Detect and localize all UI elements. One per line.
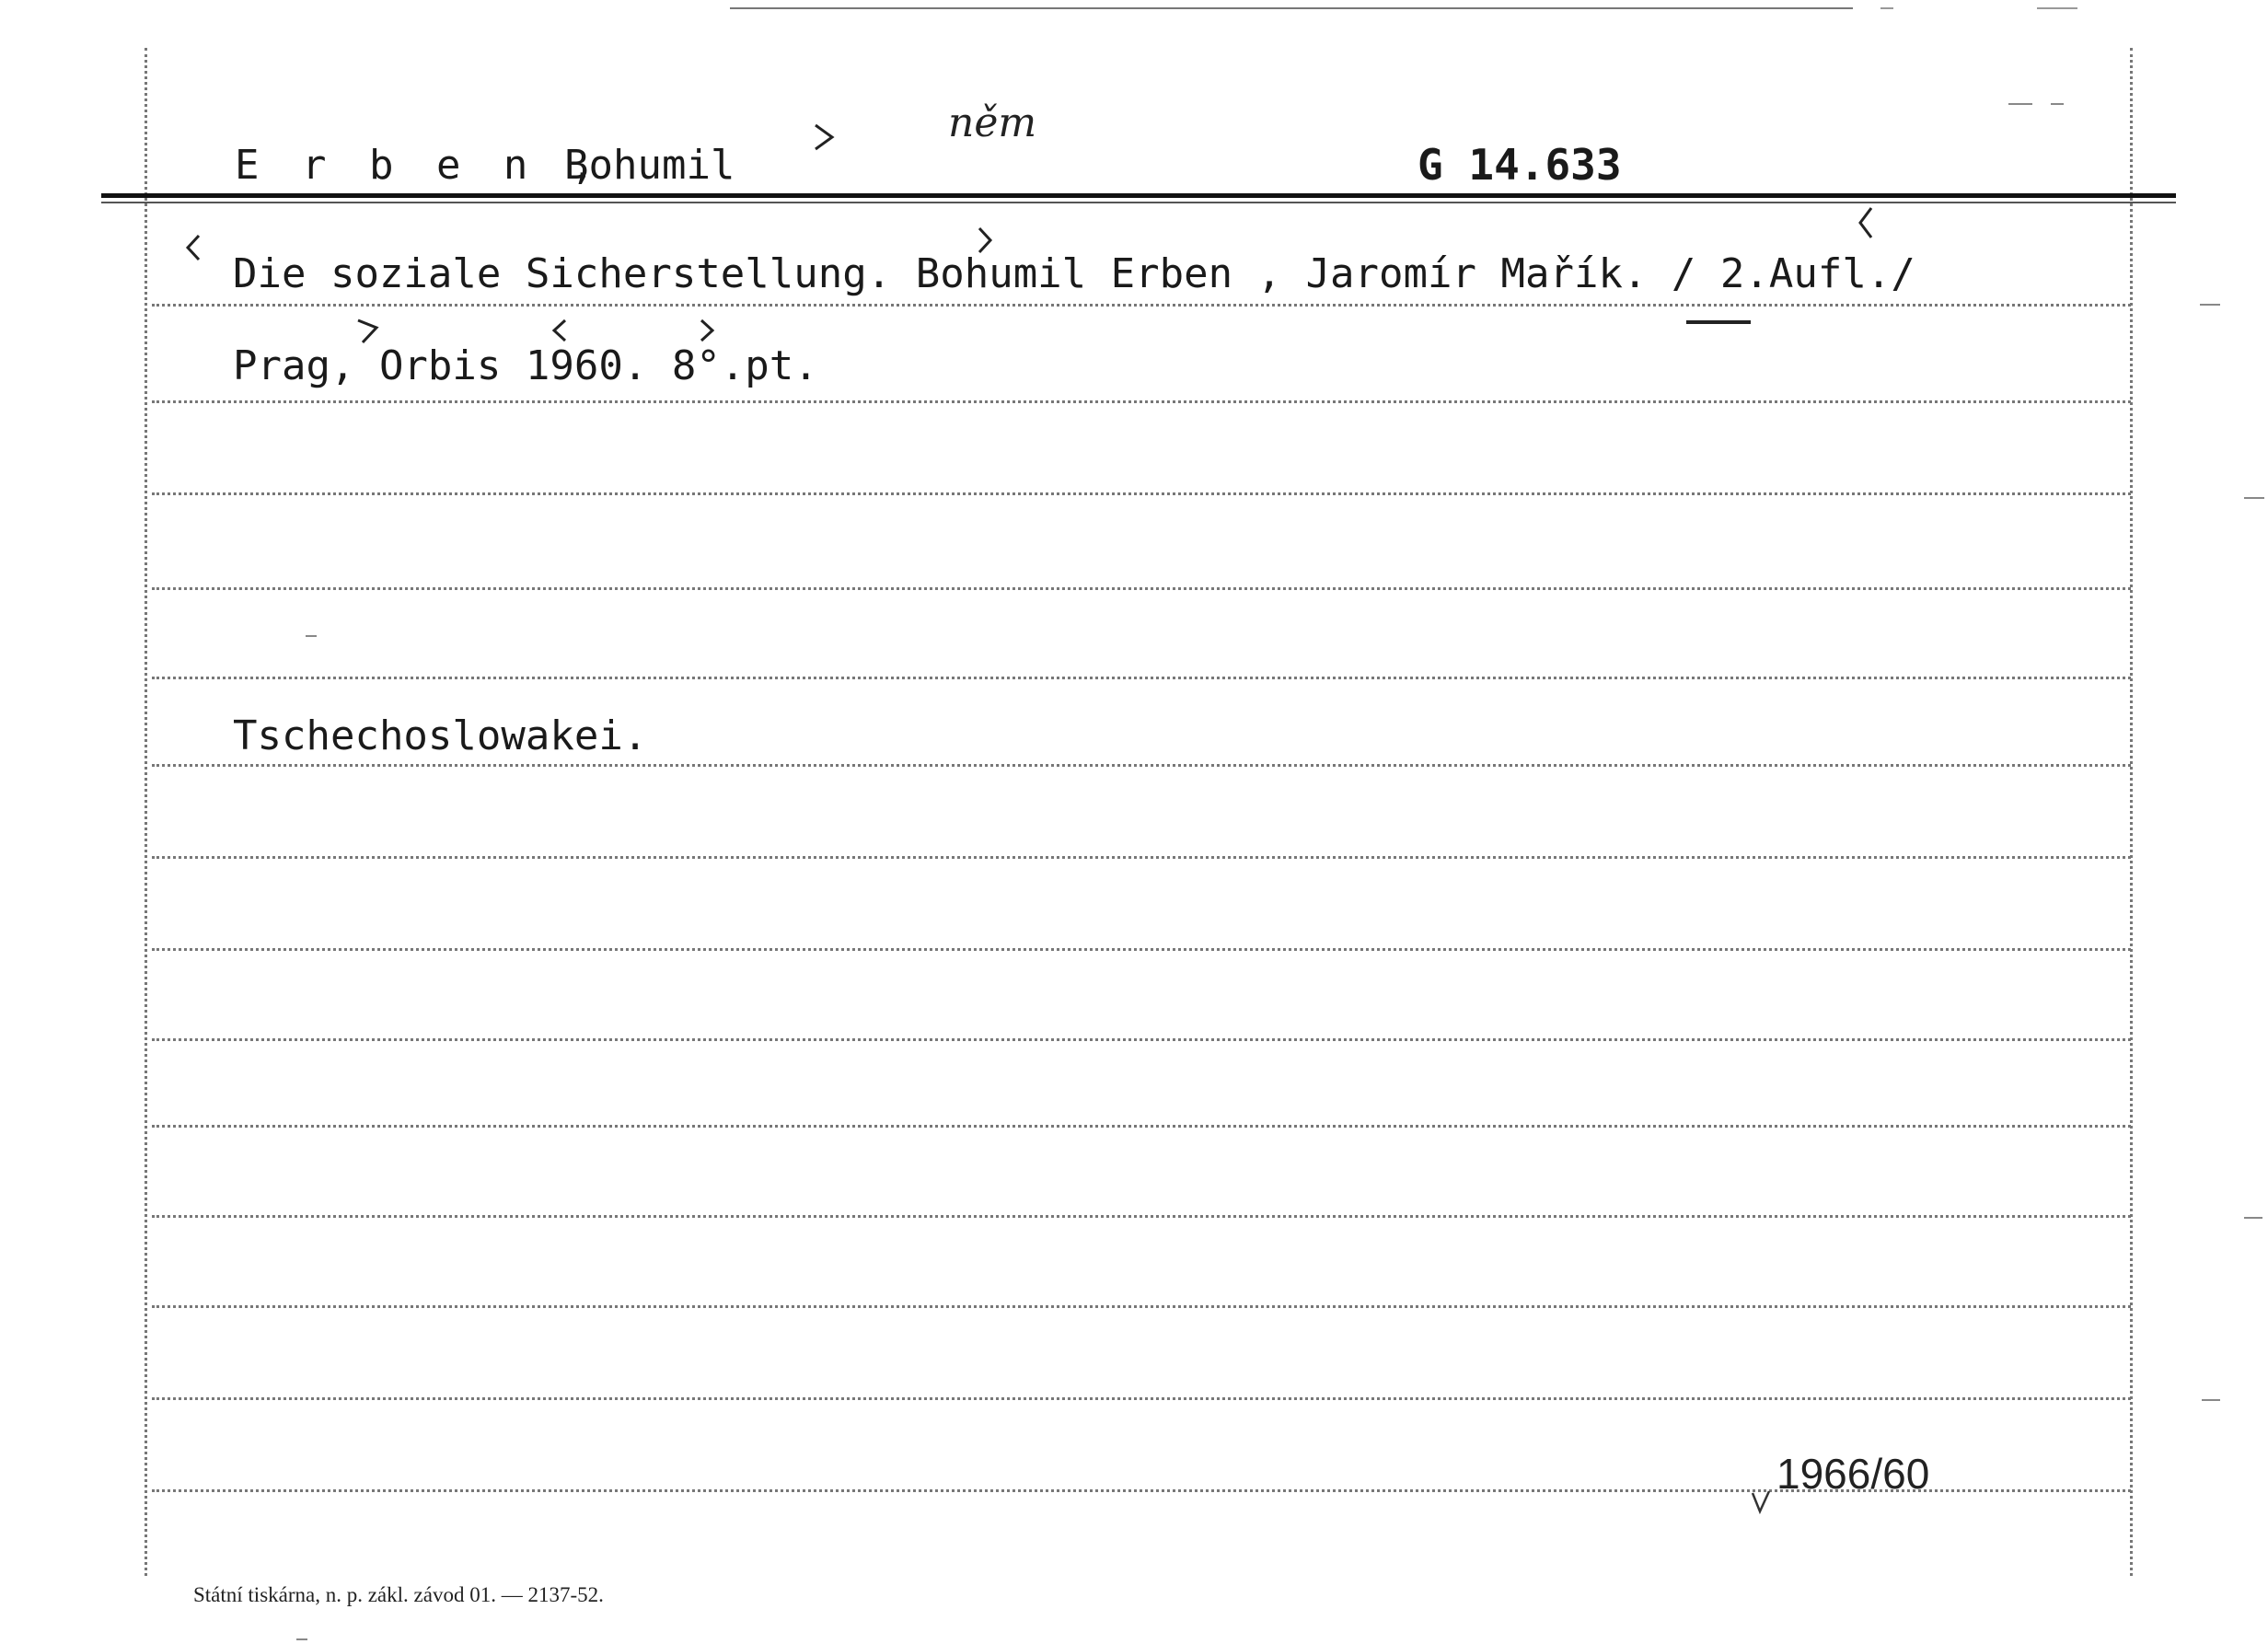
- ruled-line: [152, 677, 2131, 679]
- edge-dash: [296, 1638, 307, 1640]
- author-surname: E r b e n ,: [235, 142, 605, 189]
- author-forename: Bohumil: [564, 142, 735, 189]
- bracket-mark: [801, 116, 808, 123]
- check-mark: [1749, 1488, 1773, 1515]
- heading-rule-thin: [101, 202, 2176, 203]
- ruled-line: [152, 856, 2131, 859]
- ruled-line: [152, 304, 2131, 307]
- ruled-line: [152, 1215, 2131, 1218]
- open-angle-mark: [182, 232, 204, 263]
- ruled-line: [152, 492, 2131, 495]
- top-edge-dash: [2037, 7, 2077, 9]
- edge-dash: [2051, 103, 2064, 105]
- edge-dash: [2244, 497, 2264, 499]
- ruled-line: [152, 948, 2131, 951]
- right-dotted-border: [2130, 48, 2133, 1576]
- top-edge-rule: [730, 7, 1853, 9]
- close-angle-mark: [696, 317, 718, 344]
- ruled-line: [152, 400, 2131, 403]
- ruled-line: [152, 1038, 2131, 1041]
- edge-dash: [2202, 1399, 2220, 1401]
- ruled-line: [152, 1125, 2131, 1128]
- heading-rule: [101, 193, 2176, 198]
- edge-dash: [2008, 103, 2032, 105]
- ruled-line: [152, 587, 2131, 590]
- imprint-statement: Prag, Orbis 1960. 8°.pt.: [233, 342, 818, 389]
- handwritten-note: něm: [948, 99, 1037, 146]
- subject-heading: Tschechoslowakei.: [233, 712, 648, 759]
- open-angle-mark: [1855, 204, 1877, 241]
- top-edge-dash: [1880, 7, 1893, 9]
- ruled-line: [152, 1305, 2131, 1308]
- shelf-mark: G 14.633: [1418, 140, 1622, 190]
- close-angle-mark: [810, 122, 838, 153]
- open-angle-mark: [549, 317, 571, 344]
- edge-dash: [2244, 1217, 2262, 1219]
- ruled-line: [152, 1397, 2131, 1400]
- underline-mark: [1686, 320, 1751, 324]
- left-dotted-border: [145, 48, 147, 1576]
- ruled-line: [152, 764, 2131, 767]
- title-statement: Die soziale Sicherstellung. Bohumil Erben , Jaromír Mařík. / 2.Aufl./: [233, 250, 1915, 297]
- edge-dash: [306, 635, 317, 637]
- printer-imprint: Státní tiskárna, n. p. zákl. závod 01. — 2137-52.: [193, 1583, 604, 1606]
- close-angle-mark: [974, 225, 996, 256]
- accession-number: 1966/60: [1776, 1450, 1930, 1498]
- close-angle-mark: [353, 315, 381, 346]
- edge-dash: [2200, 304, 2220, 306]
